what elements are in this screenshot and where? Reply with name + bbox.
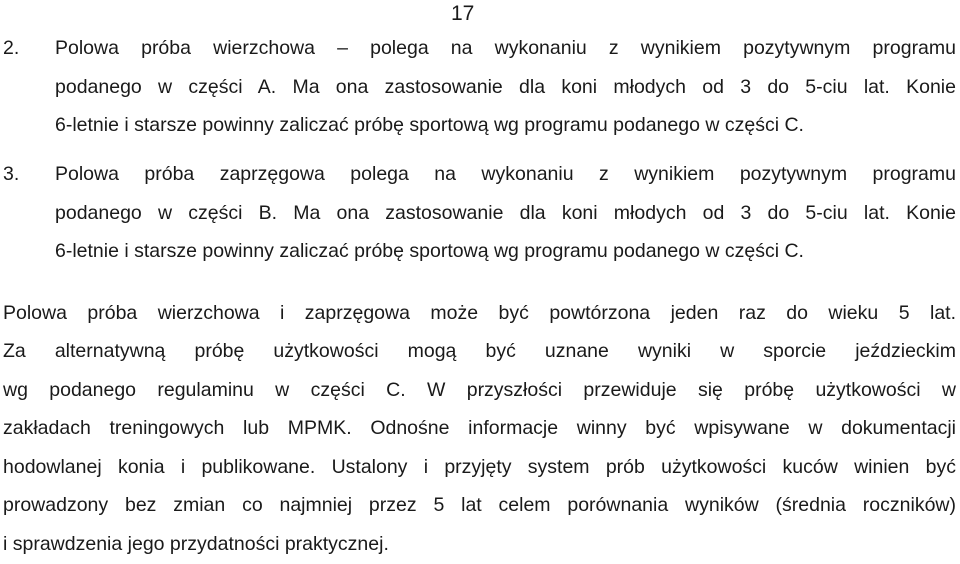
list-item-number: 3. <box>3 163 20 185</box>
text-line: hodowlanej konia i publikowane. Ustalony i przyjęty system prób użytkowości kuców winien być <box>3 455 956 478</box>
text-line: i sprawdzenia jego przydatności praktycznej. <box>3 532 389 555</box>
text-line: zakładach treningowych lub MPMK. Odnośne informacje winny być wpisywane w dokumentacji <box>3 417 956 440</box>
list-item-2 <box>3 29 956 145</box>
text-line: podanego w części A. Ma ona zastosowanie dla koni młodych od 3 do 5-ciu lat. Konie <box>55 75 956 98</box>
list-item-text <box>55 155 956 271</box>
text-line: prowadzony bez zmian co najmniej przez 5 lat celem porównania wyników (średnia roczników) <box>3 494 956 517</box>
text-line: 6-letnie i starsze powinny zaliczać próbę sportową wg programu podanego w części C. <box>55 240 804 263</box>
text-line: Polowa próba wierzchowa – polega na wykonaniu z wynikiem pozytywnym programu <box>55 37 956 59</box>
list-item-text <box>55 29 956 145</box>
text-line: podanego w części B. Ma ona zastosowanie dla koni młodych od 3 do 5-ciu lat. Konie <box>55 201 956 224</box>
text-line: Za alternatywną próbę użytkowości mogą być uznane wyniki w sporcie jeździeckim <box>3 340 956 362</box>
text-line: 6-letnie i starsze powinny zaliczać próbę sportową wg programu podanego w części C. <box>55 114 804 137</box>
text-line: Polowa próba wierzchowa i zaprzęgowa może być powtórzona jeden raz do wieku 5 lat. <box>3 302 956 324</box>
page-number: 17 <box>451 2 475 25</box>
text-line: Polowa próba zaprzęgowa polega na wykonaniu z wynikiem pozytywnym programu <box>55 163 956 185</box>
list-item-number: 2. <box>3 37 20 59</box>
paragraph-repeat-rule <box>3 294 956 333</box>
paragraph-alternative-tests <box>3 332 956 564</box>
text-line: wg podanego regulaminu w części C. W przyszłości przewiduje się próbę użytkowości w <box>3 378 956 401</box>
list-item-3 <box>3 155 956 271</box>
